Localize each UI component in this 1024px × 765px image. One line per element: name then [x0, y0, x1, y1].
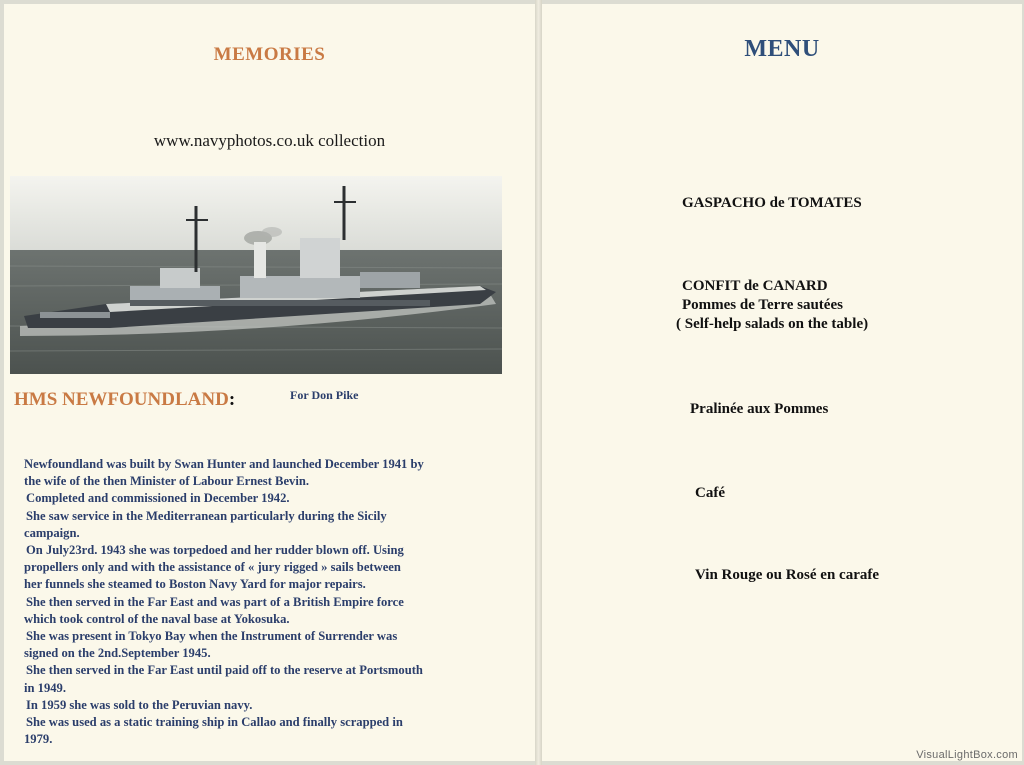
menu-item-line: Pommes de Terre sautées — [682, 297, 843, 313]
menu-item-dessert — [690, 400, 828, 419]
history-line: On July23rd. 1943 she was torpedoed and her rudder blown off. Using — [26, 543, 404, 558]
history-line: Completed and commissioned in December 1942. — [26, 491, 290, 506]
history-line: She saw service in the Mediterranean particularly during the Sicily — [26, 508, 387, 523]
history-line: which took control of the naval base at Yokosuka. — [24, 611, 290, 626]
menu-item-line: GASPACHO de TOMATES — [682, 195, 862, 211]
history-line: She was used as a static training ship in Callao and finally scrapped in — [26, 715, 403, 730]
menu-item-coffee — [695, 484, 725, 503]
menu-item-wine — [695, 566, 879, 585]
collection-credit: www.navyphotos.co.uk collection — [153, 131, 386, 150]
history-line: in 1949. — [24, 680, 66, 695]
ship-name: HMS NEWFOUNDLAND — [14, 389, 229, 410]
ship-name-colon: : — [228, 389, 236, 410]
history-line: campaign. — [24, 525, 80, 540]
history-line: In 1959 she was sold to the Peruvian navy. — [26, 697, 253, 712]
history-line: signed on the 2nd.September 1945. — [24, 646, 211, 661]
menu-item-starter — [682, 194, 862, 213]
history-line: her funnels she steamed to Boston Navy Yard for major repairs. — [24, 577, 366, 592]
history-line: the wife of the then Minister of Labour Ernest Bevin. — [24, 474, 309, 489]
history-line: Newfoundland was built by Swan Hunter and launched December 1941 by — [24, 457, 424, 471]
dedication: For Don Pike — [290, 388, 359, 402]
history-line: She was present in Tokyo Bay when the Instrument of Surrender was — [26, 629, 398, 644]
watermark: VisualLightBox.com — [916, 749, 1018, 761]
memories-heading: MEMORIES — [213, 44, 326, 65]
history-line: She then served in the Far East until paid off to the reserve at Portsmouth — [26, 663, 423, 678]
menu-item-line: Pralinée aux Pommes — [690, 401, 829, 417]
page-fold — [535, 0, 542, 765]
ship-photo — [10, 176, 502, 374]
ship-history — [24, 456, 529, 748]
ship-name-heading — [14, 389, 235, 411]
right-page — [542, 4, 1022, 761]
menu-heading: MENU — [744, 36, 820, 62]
menu-item-line: Vin Rouge ou Rosé en carafe — [695, 567, 880, 583]
menu-item-line: ( Self-help salads on the table) — [676, 316, 869, 332]
history-line: She then served in the Far East and was part of a British Empire force — [26, 594, 404, 609]
history-line: propellers only and with the assistance of « jury rigged » sails between — [24, 560, 401, 575]
menu-item-main — [676, 277, 869, 334]
history-line: 1979. — [24, 732, 53, 747]
left-page — [4, 4, 535, 761]
menu-item-line: CONFIT de CANARD — [682, 278, 828, 294]
menu-item-line: Café — [695, 485, 725, 501]
